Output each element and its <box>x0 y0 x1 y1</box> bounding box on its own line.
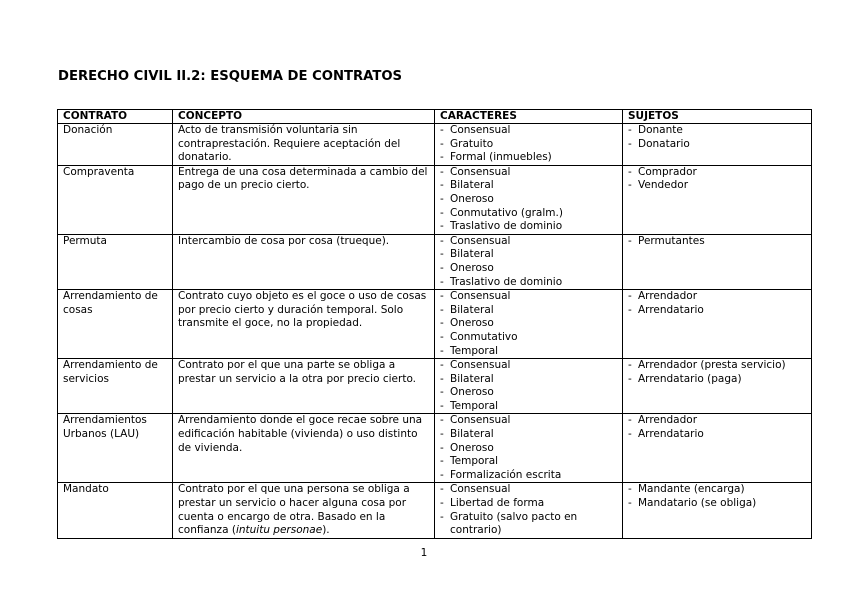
table-header-row <box>58 110 812 124</box>
cell-sujetos <box>623 359 812 414</box>
cell-concepto: Arrendamiento donde el goce recae sobre una edificación habitable (vivienda) o uso distinto de vivienda. <box>173 414 435 483</box>
caracteres-list <box>440 290 617 358</box>
header-sujetos: SUJETOS <box>623 110 812 124</box>
cell-contrato: Arrendamiento de servicios <box>58 359 173 414</box>
table-row <box>58 359 812 414</box>
cell-caracteres <box>435 483 623 539</box>
list-item: - Conmutativo <box>440 331 617 345</box>
caracteres-list <box>440 124 617 165</box>
cell-sujetos <box>623 483 812 539</box>
caracteres-list <box>440 166 617 234</box>
list-item: - Arrendatario <box>628 428 806 442</box>
list-item: - Donatario <box>628 138 806 152</box>
list-item: - Libertad de forma <box>440 497 617 511</box>
cell-sujetos <box>623 414 812 483</box>
list-item: - Comprador <box>628 166 806 180</box>
cell-caracteres <box>435 165 623 234</box>
table-row <box>58 483 812 539</box>
cell-sujetos <box>623 290 812 359</box>
list-item: - Arrendatario (paga) <box>628 373 806 387</box>
cell-contrato: Arrendamientos Urbanos (LAU) <box>58 414 173 483</box>
list-item: - Bilateral <box>440 304 617 318</box>
list-item: - Traslativo de dominio <box>440 276 617 290</box>
header-caracteres: CARACTERES <box>435 110 623 124</box>
list-item: - Oneroso <box>440 262 617 276</box>
caracteres-list <box>440 235 617 289</box>
contracts-table <box>57 109 812 539</box>
cell-concepto: Contrato cuyo objeto es el goce o uso de cosas por precio cierto y duración temporal. Solo transmite el goce, no la propiedad. <box>173 290 435 359</box>
cell-concepto: Contrato por el que una persona se obliga a prestar un servicio o hacer alguna cosa por cuenta o encargo de otra. Basado en la confianza (intuitu personae). <box>173 483 435 539</box>
sujetos-list <box>628 235 806 249</box>
list-item: - Permutantes <box>628 235 806 249</box>
cell-caracteres <box>435 414 623 483</box>
cell-concepto: Entrega de una cosa determinada a cambio del pago de un precio cierto. <box>173 165 435 234</box>
list-item: - Formalización escrita <box>440 469 617 483</box>
sujetos-list <box>628 166 806 193</box>
sujetos-list <box>628 359 806 386</box>
list-item: - Consensual <box>440 235 617 249</box>
cell-contrato: Permuta <box>58 234 173 289</box>
caracteres-list <box>440 414 617 482</box>
list-item: - Consensual <box>440 483 617 497</box>
list-item: - Arrendador <box>628 290 806 304</box>
list-item: - Bilateral <box>440 428 617 442</box>
cell-contrato: Donación <box>58 124 173 166</box>
cell-caracteres <box>435 359 623 414</box>
list-item: - Bilateral <box>440 248 617 262</box>
list-item: - Consensual <box>440 414 617 428</box>
list-item: - Arrendador (presta servicio) <box>628 359 806 373</box>
header-concepto: CONCEPTO <box>173 110 435 124</box>
list-item: - Arrendatario <box>628 304 806 318</box>
table-row <box>58 124 812 166</box>
list-item: - Bilateral <box>440 179 617 193</box>
list-item: - Oneroso <box>440 317 617 331</box>
sujetos-list <box>628 414 806 441</box>
list-item: - Gratuito (salvo pacto en contrario) <box>440 511 617 538</box>
cell-contrato: Compraventa <box>58 165 173 234</box>
table-row <box>58 234 812 289</box>
list-item: - Oneroso <box>440 193 617 207</box>
list-item: - Oneroso <box>440 442 617 456</box>
sujetos-list <box>628 483 806 510</box>
list-item: - Gratuito <box>440 138 617 152</box>
list-item: - Consensual <box>440 290 617 304</box>
sujetos-list <box>628 290 806 317</box>
page-title: DERECHO CIVIL II.2: ESQUEMA DE CONTRATOS <box>58 69 403 84</box>
sujetos-list <box>628 124 806 151</box>
list-item: - Conmutativo (gralm.) <box>440 207 617 221</box>
table-row <box>58 290 812 359</box>
list-item: - Consensual <box>440 359 617 373</box>
list-item: - Bilateral <box>440 373 617 387</box>
cell-sujetos <box>623 124 812 166</box>
list-item: - Temporal <box>440 455 617 469</box>
cell-contrato: Mandato <box>58 483 173 539</box>
cell-concepto: Acto de transmisión voluntaria sin contraprestación. Requiere aceptación del donatario. <box>173 124 435 166</box>
cell-caracteres <box>435 124 623 166</box>
list-item: - Mandatario (se obliga) <box>628 497 806 511</box>
cell-caracteres <box>435 290 623 359</box>
list-item: - Vendedor <box>628 179 806 193</box>
list-item: - Consensual <box>440 166 617 180</box>
caracteres-list <box>440 483 617 537</box>
caracteres-list <box>440 359 617 413</box>
cell-contrato: Arrendamiento de cosas <box>58 290 173 359</box>
list-item: - Temporal <box>440 400 617 414</box>
latin-term: intuitu personae <box>235 524 323 537</box>
cell-caracteres <box>435 234 623 289</box>
table-row <box>58 414 812 483</box>
list-item: - Temporal <box>440 345 617 359</box>
header-contrato: CONTRATO <box>58 110 173 124</box>
list-item: - Mandante (encarga) <box>628 483 806 497</box>
cell-sujetos <box>623 234 812 289</box>
cell-concepto: Intercambio de cosa por cosa (trueque). <box>173 234 435 289</box>
list-item: - Arrendador <box>628 414 806 428</box>
cell-sujetos <box>623 165 812 234</box>
cell-concepto: Contrato por el que una parte se obliga a prestar un servicio a la otra por precio cierto. <box>173 359 435 414</box>
page-number: 1 <box>420 547 428 559</box>
table-row <box>58 165 812 234</box>
list-item: - Donante <box>628 124 806 138</box>
list-item: - Formal (inmuebles) <box>440 151 617 165</box>
list-item: - Consensual <box>440 124 617 138</box>
list-item: - Oneroso <box>440 386 617 400</box>
list-item: - Traslativo de dominio <box>440 220 617 234</box>
